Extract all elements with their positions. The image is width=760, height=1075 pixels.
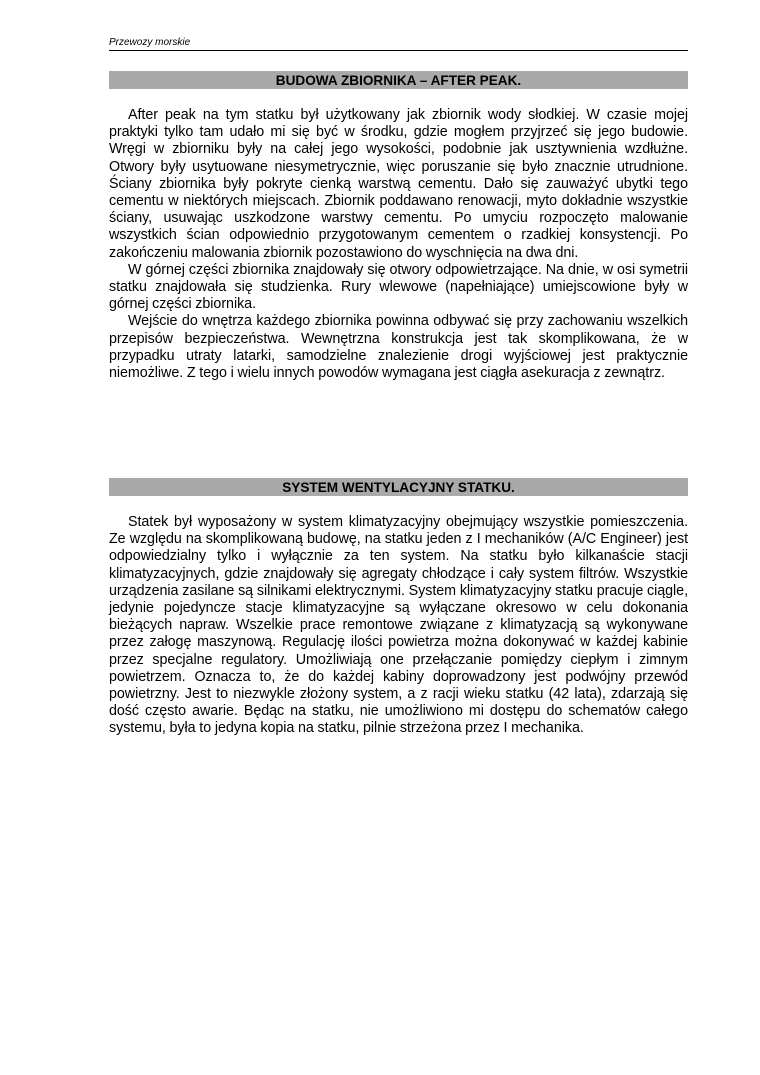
section-body: [109, 107, 688, 382]
section-after-peak-tank: [109, 71, 688, 382]
paragraph: After peak na tym statku był użytkowany jak zbiornik wody słodkiej. W czasie mojej praktyki tylko tam udało mi się być w środku, gdzie mogłem przyjrzeć się jego budowie. Wręgi w zbiorniku były na całej jego wysokości, podobnie jak usztywnienia wzdłużne. Otwory były usytuowane niesymetrycznie, więc poruszanie się było znacznie utrudnione. Ściany zbiornika były pokryte cienką warstwą cementu. Dało się zauważyć ubytki tego cementu w niektórych miejscach. Zbiornik poddawano renowacji, myto dokładnie wszystkie ściany, usuwając uszkodzone warstwy cementu. Po umyciu rozpoczęto malowanie wszystkich ścian odpowiednio przygotowanym cementem o rzadkiej konsystencji. Po zakończeniu malowania zbiornik pozostawiono do wyschnięcia na dwa dni.: [109, 107, 688, 261]
running-header: [109, 36, 688, 51]
paragraph: W górnej części zbiornika znajdowały się otwory odpowietrzające. Na dnie, w osi symetrii statku znajdowała się studzienka. Rury wlewowe (napełniające) umiejscowione były w górnej części zbiornika.: [109, 261, 688, 313]
section-title: SYSTEM WENTYLACYJNY STATKU.: [109, 478, 688, 496]
section-title: BUDOWA ZBIORNIKA – AFTER PEAK.: [109, 71, 688, 89]
section-ventilation-system: [109, 478, 688, 738]
paragraph: Wejście do wnętrza każdego zbiornika powinna odbywać się przy zachowaniu wszelkich przepisów bezpieczeństwa. Wewnętrzna konstrukcja jest tak skomplikowana, że w przypadku utraty latarki, samodzielne znalezienie drogi wyjściowej jest praktycznie niemożliwe. Z tego i wielu innych powodów wymagana jest ciągła asekuracja z zewnątrz.: [109, 313, 688, 382]
running-title: Przewozy morskie: [109, 37, 191, 48]
paragraph: Statek był wyposażony w system klimatyzacyjny obejmujący wszystkie pomieszczenia. Ze względu na skomplikowaną budowę, na statku jeden z I mechaników (A/C Engineer) jest odpowiedzialny tylko i wyłącznie za ten system. Na statku było kilkanaście stacji klimatyzacyjnych, gdzie znajdowały się agregaty chłodzące i cały system filtrów. Wszystkie urządzenia zasilane są silnikami elektrycznymi. System klimatyzacyjny statku pracuje ciągle, jedynie pojedyncze stacje klimatyzacyjne są wyłączane okresowo w celu dokonania bieżących napraw. Wszelkie prace remontowe związane z klimatyzacją są wykonywane przez załogę maszynową. Regulację ilości powietrza można dokonywać w każdej kabinie przez specjalne regulatory. Umożliwiają one przełączanie pomiędzy ciepłym i zimnym powietrzem. Oznacza to, że do każdej kabiny doprowadzony jest podwójny przewód powietrzny. Jest to niezwykle złożony system, a z racji wieku statku (42 lata), zdarzają się dość często awarie. Będąc na statku, nie umożliwiono mi dostępu do schematów całego systemu, była to jedyna kopia na statku, pilnie strzeżona przez I mechanika.: [109, 514, 688, 737]
section-body: [109, 514, 688, 738]
